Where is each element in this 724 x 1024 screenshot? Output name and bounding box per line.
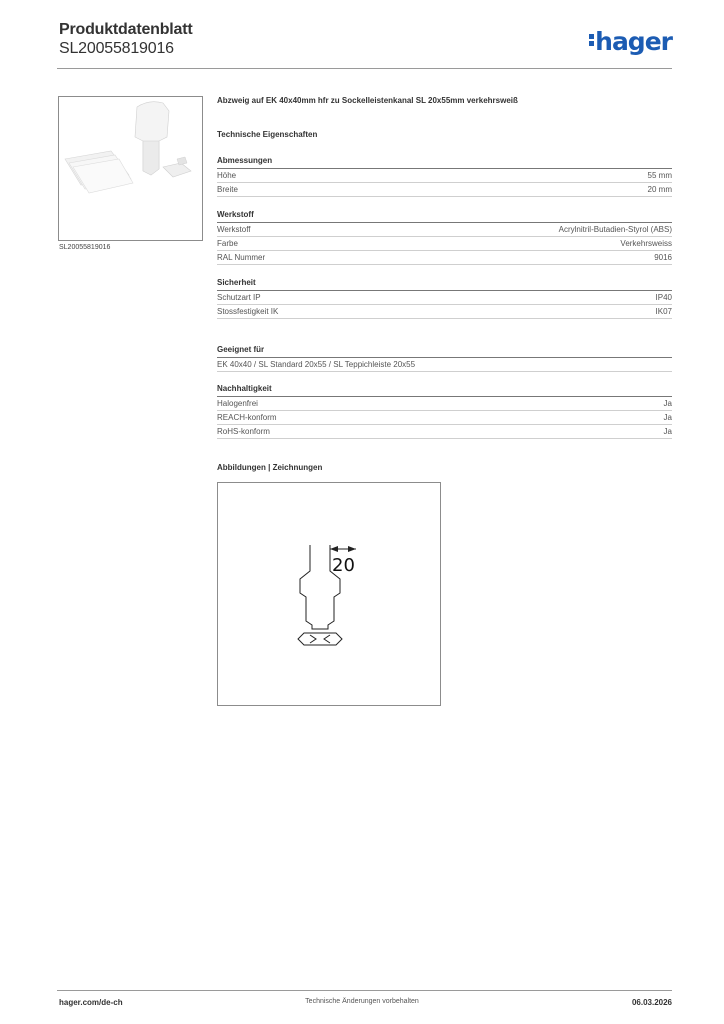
article-number: SL20055819016 — [59, 40, 174, 57]
logo-dots-icon — [589, 32, 594, 48]
table-row — [217, 425, 672, 439]
row-label: Halogenfrei — [217, 399, 258, 408]
footer-note: Technische Änderungen vorbehalten — [305, 998, 419, 1005]
row-value: Ja — [663, 427, 672, 436]
section-title: Werkstoff — [217, 210, 672, 223]
table-row — [217, 251, 672, 265]
row-value: Ja — [663, 399, 672, 408]
table-row — [217, 291, 672, 305]
row-value: IK07 — [655, 307, 672, 316]
section-geeignet — [217, 345, 672, 372]
image-caption: SL20055819016 — [59, 244, 111, 251]
row-value: 9016 — [654, 253, 672, 262]
table-row — [217, 411, 672, 425]
row-value: Verkehrsweiss — [620, 239, 672, 248]
table-row — [217, 223, 672, 237]
dimension-label: 20 — [332, 555, 355, 576]
row-label: Farbe — [217, 239, 238, 248]
footer-url[interactable]: hager.com/de-ch — [59, 998, 123, 1007]
table-row — [217, 237, 672, 251]
section-title: Geeignet für — [217, 345, 672, 358]
logo-text: hager — [595, 27, 672, 56]
row-value: 20 mm — [647, 185, 672, 194]
row-label: Breite — [217, 185, 238, 194]
row-label: EK 40x40 / SL Standard 20x55 / SL Teppichleiste 20x55 — [217, 360, 416, 369]
header-divider — [57, 68, 672, 69]
tech-properties-heading: Technische Eigenschaften — [217, 130, 318, 139]
row-label: REACH-konform — [217, 413, 277, 422]
row-label: RoHS-konform — [217, 427, 270, 436]
row-value: Acrylnitril-Butadien-Styrol (ABS) — [558, 225, 672, 234]
row-label: Werkstoff — [217, 225, 251, 234]
section-sicherheit — [217, 278, 672, 319]
row-value: IP40 — [655, 293, 672, 302]
row-value: 55 mm — [647, 171, 672, 180]
row-label: Schutzart IP — [217, 293, 261, 302]
section-title: Nachhaltigkeit — [217, 384, 672, 397]
drawings-heading: Abbildungen | Zeichnungen — [217, 463, 323, 472]
section-werkstoff — [217, 210, 672, 265]
table-row — [217, 183, 672, 197]
section-title: Abmessungen — [217, 156, 672, 169]
product-description: Abzweig auf EK 40x40mm hfr zu Sockelleistenkanal SL 20x55mm verkehrsweiß — [217, 96, 518, 105]
section-title: Sicherheit — [217, 278, 672, 291]
section-abmessungen — [217, 156, 672, 197]
table-row — [217, 169, 672, 183]
footer-date: 06.03.2026 — [631, 998, 672, 1007]
row-label: Stossfestigkeit IK — [217, 307, 279, 316]
row-value: Ja — [663, 413, 672, 422]
product-image — [58, 96, 203, 241]
page-title: Produktdatenblatt — [59, 21, 193, 38]
hager-logo — [589, 27, 672, 56]
row-label: RAL Nummer — [217, 253, 266, 262]
technical-drawing — [217, 482, 441, 706]
footer-divider — [57, 990, 672, 991]
table-row — [217, 358, 672, 372]
row-label: Höhe — [217, 171, 237, 180]
table-row — [217, 397, 672, 411]
section-nachhaltigkeit — [217, 384, 672, 439]
table-row — [217, 305, 672, 319]
